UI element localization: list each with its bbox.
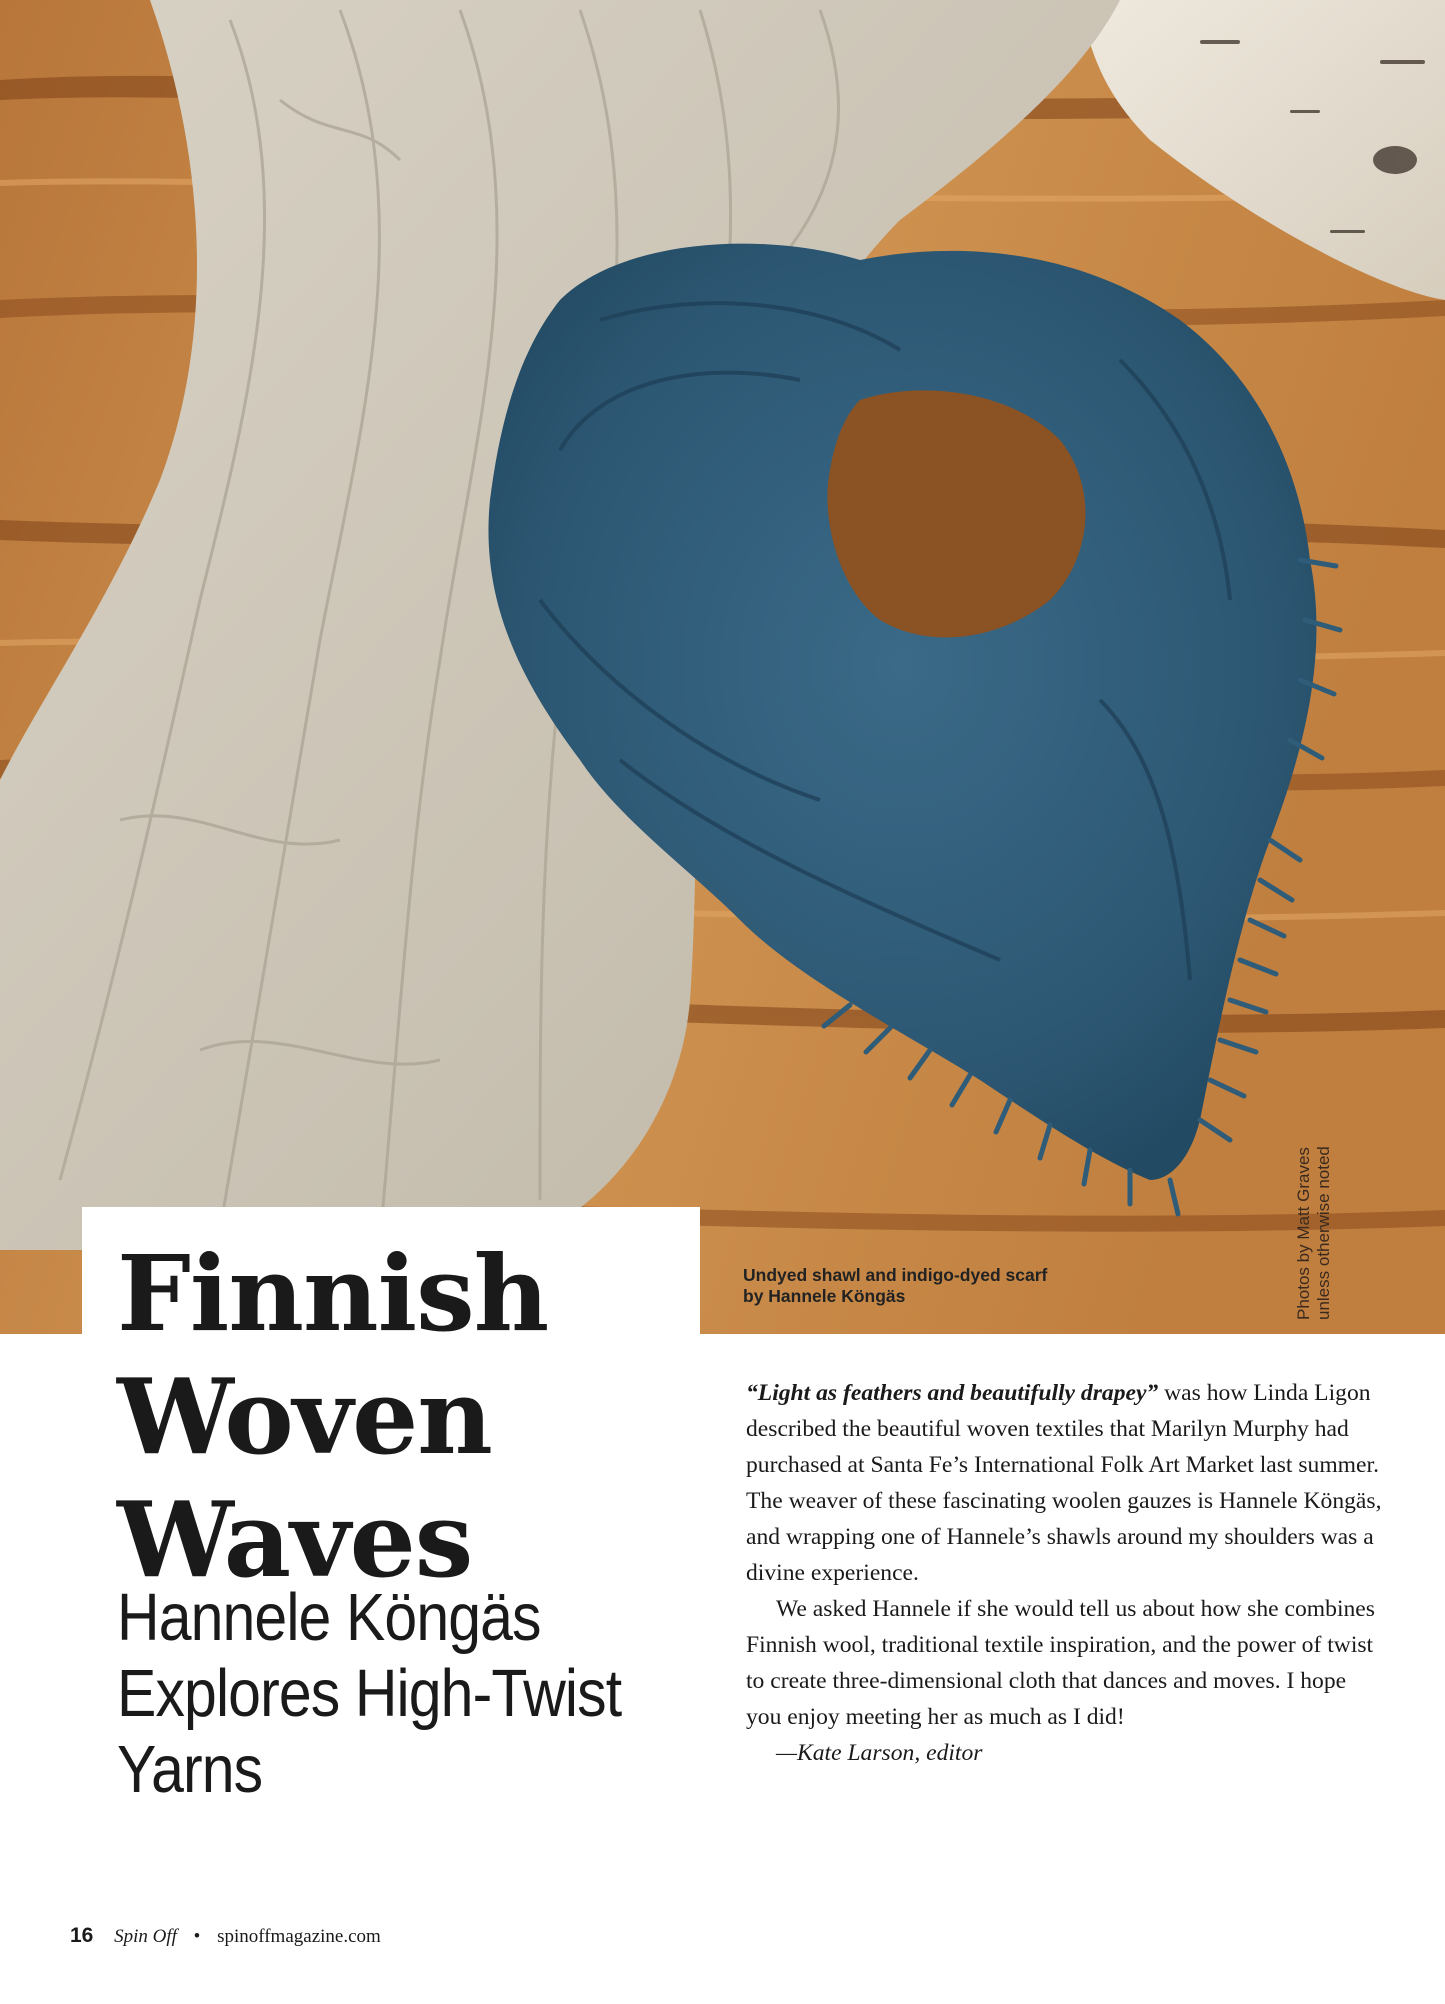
publication-name: Spin Off (114, 1926, 177, 1947)
editor-signature: —Kate Larson, editor (776, 1740, 983, 1766)
article-subtitle (117, 1580, 621, 1808)
page-footer (70, 1924, 381, 1948)
paragraph-text: was how Linda Ligon described the beautiful woven textiles that Marilyn Murphy had purchased at Santa Fe’s International Folk Art Market last summer. The weaver of these fascinating woolen gauzes is Hannele Köngäs, and wrapping one of Hannele’s shawls around my shoulders was a divine experience. (746, 1380, 1382, 1586)
photo-caption-line1: Undyed shawl and indigo-dyed scarf (743, 1265, 1048, 1285)
subtitle-line: Yarns (117, 1732, 263, 1807)
title-line: Woven (117, 1355, 492, 1478)
title-line: Waves (117, 1478, 473, 1601)
photo-credit (1294, 1146, 1334, 1320)
pull-quote-lead: “Light as feathers and beautifully drapey” (746, 1380, 1159, 1406)
subtitle-line: Hannele Köngäs (117, 1580, 541, 1655)
paragraph: We asked Hannele if she would tell us about how she combines Finnish wool, traditional textile inspiration, and the power of twist to create three-dimensional cloth that dances and moves. I hope you enjoy meeting her as much as I did! (746, 1596, 1375, 1730)
photo-caption (743, 1265, 1123, 1307)
title-line: Finnish (117, 1232, 549, 1355)
article-title (117, 1232, 548, 1601)
paragraph (746, 1375, 1386, 1591)
website-link[interactable]: spinoffmagazine.com (217, 1926, 381, 1947)
page-number: 16 (70, 1924, 94, 1947)
subtitle-line: Explores High-Twist (117, 1656, 622, 1731)
photo-credit-line2: unless otherwise noted (1314, 1146, 1333, 1320)
article-body (746, 1375, 1386, 1771)
photo-caption-line2: by Hannele Köngäs (743, 1286, 906, 1306)
photo-credit-line1: Photos by Matt Graves (1294, 1147, 1313, 1320)
footer-separator: • (193, 1926, 201, 1947)
